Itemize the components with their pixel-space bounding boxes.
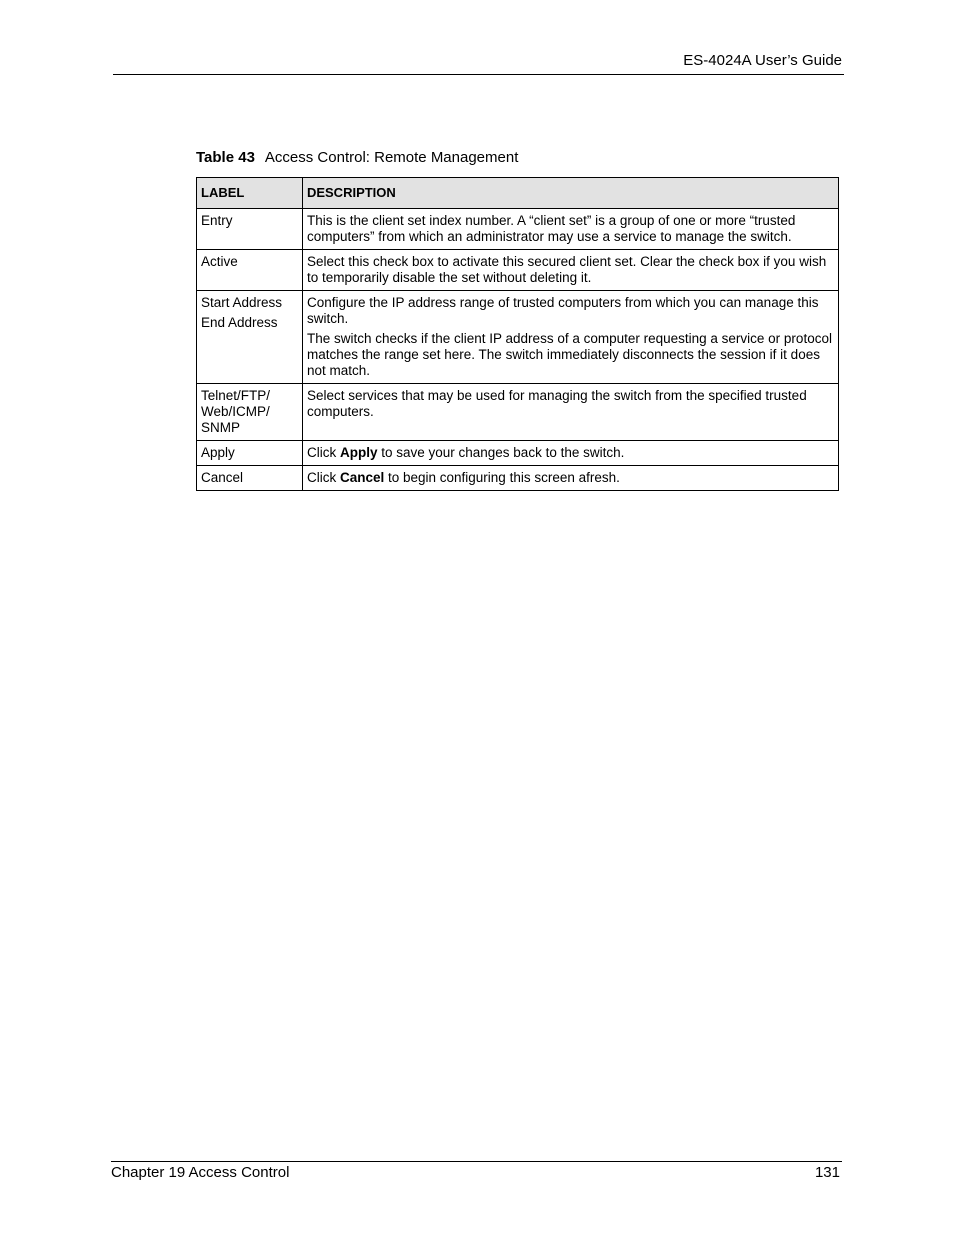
description-cell: [302, 441, 838, 466]
row-description: Configure the IP address range of trusted computers from which you can manage this switch.: [306, 295, 819, 326]
row-description: Select this check box to activate this secured client set. Clear the check box if you wish to temporarily disable the set without deleting it.: [306, 254, 827, 285]
bold-term: Apply: [339, 445, 378, 460]
row-label: Start Address: [201, 295, 283, 310]
label-cell: [197, 291, 303, 384]
label-cell: [197, 384, 303, 441]
row-label: Entry: [201, 213, 233, 228]
table-header-row: [197, 178, 839, 209]
bold-term: Cancel: [339, 470, 385, 485]
label-cell: [197, 441, 303, 466]
remote-management-table: [196, 177, 839, 491]
table-row: [197, 250, 839, 291]
row-description: Select services that may be used for managing the switch from the specified trusted computers.: [306, 388, 807, 419]
table-caption: [196, 149, 518, 166]
description-cell: [302, 209, 838, 250]
description-cell: [302, 466, 838, 491]
guide-title: ES-4024A User’s Guide: [683, 52, 842, 69]
row-description: Click Apply to save your changes back to the switch.: [306, 445, 625, 460]
description-cell: [302, 291, 838, 384]
label-cell: [197, 209, 303, 250]
table-row: [197, 209, 839, 250]
page-header: [113, 50, 844, 75]
table-title: Access Control: Remote Management: [264, 149, 519, 166]
table-row: [197, 466, 839, 491]
label-cell: [197, 466, 303, 491]
page-number: 131: [814, 1164, 840, 1181]
table-row: [197, 291, 839, 384]
label-cell: [197, 250, 303, 291]
row-label: Telnet/FTP/ Web/ICMP/ SNMP: [201, 388, 271, 435]
row-description: This is the client set index number. A “client set” is a group of one or more “trusted computers” from which an administrator may use a service to manage the switch.: [306, 213, 796, 244]
description-cell: [302, 384, 838, 441]
table-row: [197, 441, 839, 466]
column-header-description: DESCRIPTION: [302, 178, 838, 209]
description-cell: [302, 250, 838, 291]
table-number: Table 43: [196, 149, 255, 166]
row-label: Cancel: [201, 470, 244, 485]
row-description: The switch checks if the client IP address of a computer requesting a service or protocol matches the range set here. The switch immediately disconnects the session if it does not match.: [306, 331, 832, 378]
row-label: Active: [201, 254, 238, 269]
row-label: End Address: [201, 315, 278, 330]
column-header-label: LABEL: [197, 178, 303, 209]
table-row: [197, 384, 839, 441]
row-label: Apply: [201, 445, 235, 460]
chapter-title: Chapter 19 Access Control: [111, 1164, 290, 1181]
page-footer: [111, 1161, 842, 1186]
row-description: Click Cancel to begin configuring this screen afresh.: [306, 470, 620, 485]
